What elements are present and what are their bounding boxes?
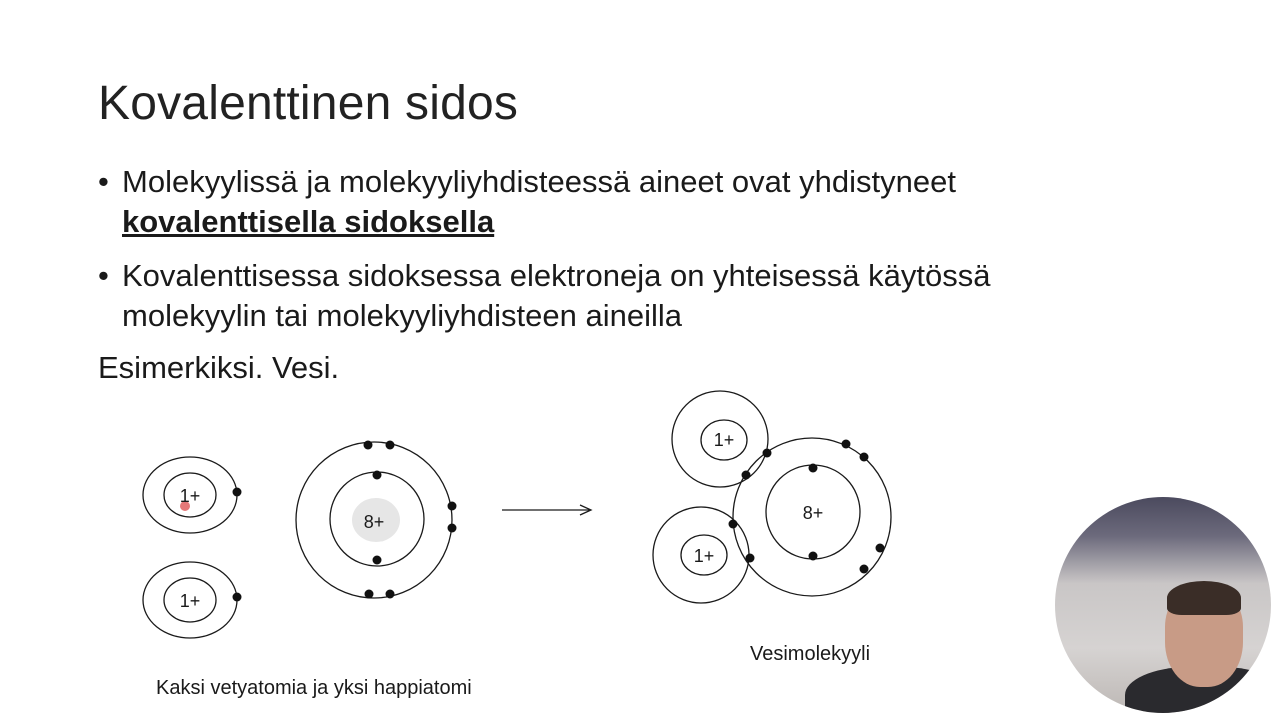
presenter-hair — [1167, 581, 1241, 615]
example-text: Esimerkiksi. Vesi. — [98, 350, 340, 385]
bullet-1-text: Molekyylissä ja molekyyliyhdisteessä aineet ovat yhdistyneet — [122, 164, 956, 199]
slide-title: Kovalenttinen sidos — [98, 77, 519, 130]
electron — [860, 565, 869, 574]
electron — [233, 488, 242, 497]
bullet-dot: • — [98, 258, 109, 293]
electron — [742, 471, 751, 480]
bullet-dot: • — [98, 164, 109, 199]
bullet-2-line-1: Kovalenttisessa sidoksessa elektroneja on yhteisessä käytössä — [122, 258, 991, 293]
electron — [842, 440, 851, 449]
oxygen-label: 8+ — [363, 512, 385, 532]
electron — [448, 524, 457, 533]
electron — [364, 441, 373, 450]
electron — [386, 590, 395, 599]
hydrogen-label: 1+ — [693, 546, 715, 566]
electron — [876, 544, 885, 553]
electron — [763, 449, 772, 458]
bullet-1-emphasis: kovalenttisella sidoksella — [122, 204, 495, 239]
electron — [233, 593, 242, 602]
hydrogen-label: 1+ — [179, 591, 201, 611]
electron — [448, 502, 457, 511]
electron — [365, 590, 374, 599]
right-diagram-caption: Vesimolekyyli — [750, 643, 871, 665]
water-molecule — [653, 391, 891, 603]
hydrogen-label: 1+ — [713, 430, 735, 450]
electron — [860, 453, 869, 462]
electron — [373, 556, 382, 565]
electron — [809, 464, 818, 473]
electron — [373, 471, 382, 480]
oxygen-label: 8+ — [802, 503, 824, 523]
presenter-webcam — [1055, 497, 1271, 713]
electron — [809, 552, 818, 561]
hydrogen-label: 1+ — [179, 486, 201, 506]
electron — [729, 520, 738, 529]
left-diagram-caption: Kaksi vetyatomia ja yksi happiatomi — [156, 677, 472, 699]
reaction-arrow — [502, 505, 591, 515]
electron — [386, 441, 395, 450]
electron — [746, 554, 755, 563]
bullet-2-line-2: molekyylin tai molekyyliyhdisteen aineilla — [122, 298, 682, 333]
